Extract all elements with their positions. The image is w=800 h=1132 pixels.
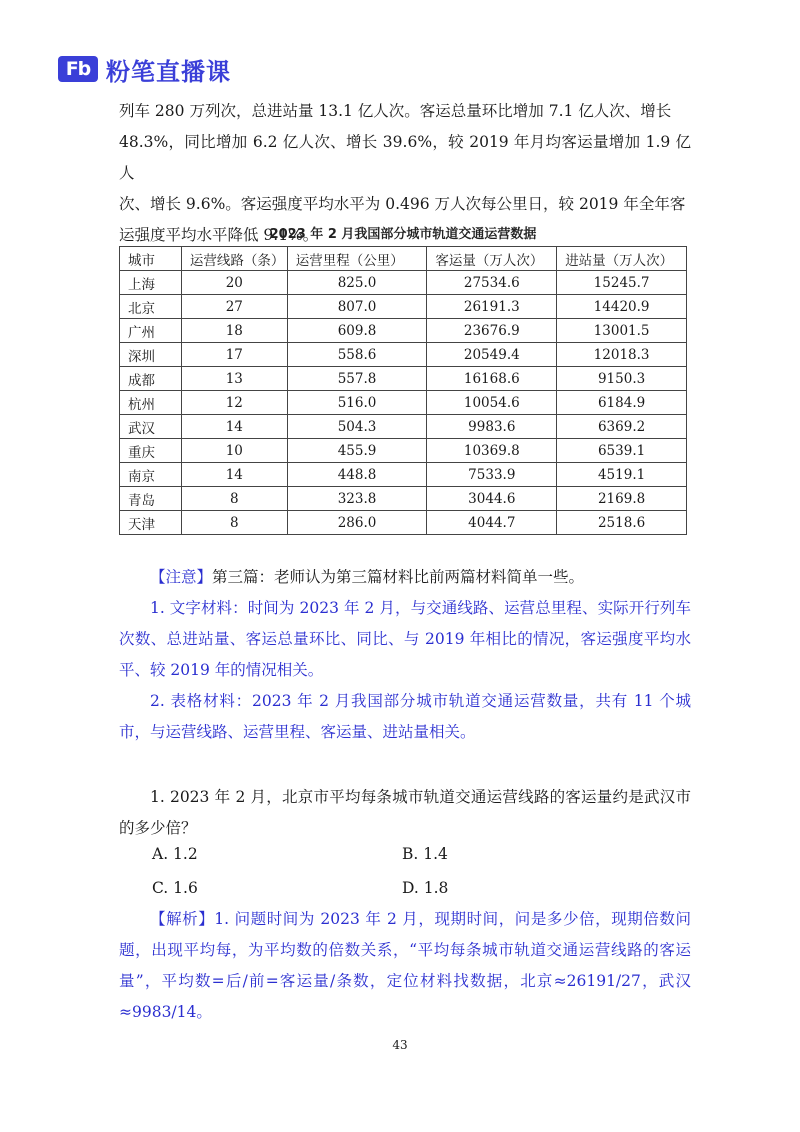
question-text: 1. 2023 年 2 月，北京市平均每条城市轨道交通运营线路的客运量约是武汉市的多少倍？: [119, 788, 691, 837]
value-cell: 10: [181, 439, 287, 463]
value-cell: 18: [181, 319, 287, 343]
question-section: [119, 782, 691, 844]
analysis-section: [119, 904, 691, 1028]
text-line: 列车 280 万列次，总进站量 13.1 亿人次。客运总量环比增加 7.1 亿人次、增长: [119, 102, 672, 120]
data-table-section: [119, 224, 687, 535]
logo-text: 粉笔直播课: [106, 57, 231, 86]
table-row: [120, 487, 687, 511]
value-cell: 8: [181, 511, 287, 535]
table-row: [120, 415, 687, 439]
value-cell: 2518.6: [557, 511, 687, 535]
city-cell: 上海: [120, 271, 182, 295]
value-cell: 6539.1: [557, 439, 687, 463]
city-cell: 重庆: [120, 439, 182, 463]
value-cell: 16168.6: [427, 367, 557, 391]
header-cell: 运营线路（条）: [181, 247, 287, 271]
table-header-row: [120, 247, 687, 271]
city-cell: 青岛: [120, 487, 182, 511]
note-section: [119, 562, 691, 748]
value-cell: 6184.9: [557, 391, 687, 415]
text-line: 次、增长 9.6%。客运强度平均水平为 0.496 万人次每公里日，较 2019 年全年客: [119, 195, 686, 213]
city-cell: 广州: [120, 319, 182, 343]
table-row: [120, 295, 687, 319]
value-cell: 13: [181, 367, 287, 391]
value-cell: 12018.3: [557, 343, 687, 367]
value-cell: 557.8: [287, 367, 427, 391]
header-cell: 运营里程（公里）: [287, 247, 427, 271]
city-cell: 北京: [120, 295, 182, 319]
value-cell: 17: [181, 343, 287, 367]
value-cell: 9150.3: [557, 367, 687, 391]
table-row: [120, 343, 687, 367]
value-cell: 10054.6: [427, 391, 557, 415]
table-row: [120, 271, 687, 295]
text-line: 运强度平均水平降低 9.1%。: [119, 226, 319, 244]
value-cell: 13001.5: [557, 319, 687, 343]
header-cell: 客运量（万人次）: [427, 247, 557, 271]
analysis-text: 1. 问题时间为 2023 年 2 月，现期时间，问是多少倍，现期倍数问题，出现平均每，为平均数的倍数关系，“平均每条城市轨道交通运营线路的客运量”，平均数=后/前=客运量/条数，定位材料找数据，北京≈26191/27，武汉≈9983/14。: [119, 910, 691, 1021]
value-cell: 23676.9: [427, 319, 557, 343]
city-cell: 武汉: [120, 415, 182, 439]
value-cell: 4044.7: [427, 511, 557, 535]
note-text: 第三篇：老师认为第三篇材料比前两篇材料简单一些。: [212, 568, 585, 586]
value-cell: 2169.8: [557, 487, 687, 511]
text-line: 48.3%，同比增加 6.2 亿人次、增长 39.6%，较 2019 年月均客运量增加 1.9 亿人: [119, 133, 691, 182]
value-cell: 10369.8: [427, 439, 557, 463]
header-logo: [58, 52, 231, 86]
city-cell: 杭州: [120, 391, 182, 415]
table-row: [120, 367, 687, 391]
option-c[interactable]: C. 1.6: [152, 879, 198, 897]
table-title: 2023 年 2 月我国部分城市轨道交通运营数据: [269, 227, 537, 242]
value-cell: 455.9: [287, 439, 427, 463]
value-cell: 3044.6: [427, 487, 557, 511]
value-cell: 26191.3: [427, 295, 557, 319]
option-d[interactable]: D. 1.8: [402, 879, 449, 897]
value-cell: 27: [181, 295, 287, 319]
value-cell: 448.8: [287, 463, 427, 487]
value-cell: 825.0: [287, 271, 427, 295]
value-cell: 12: [181, 391, 287, 415]
header-cell: 进站量（万人次）: [557, 247, 687, 271]
value-cell: 14: [181, 415, 287, 439]
value-cell: 609.8: [287, 319, 427, 343]
city-cell: 成都: [120, 367, 182, 391]
page-number: 43: [392, 1038, 408, 1052]
value-cell: 8: [181, 487, 287, 511]
data-table: [119, 246, 687, 535]
logo-mark: Fb: [58, 56, 98, 82]
value-cell: 7533.9: [427, 463, 557, 487]
value-cell: 14420.9: [557, 295, 687, 319]
value-cell: 6369.2: [557, 415, 687, 439]
note-item-1: 1. 文字材料：时间为 2023 年 2 月，与交通线路、运营总里程、实际开行列车次数、总进站量、客运总量环比、同比、与 2019 年相比的情况，客运强度平均水平、较 2019 年的情况相关。: [119, 599, 691, 679]
city-cell: 南京: [120, 463, 182, 487]
value-cell: 4519.1: [557, 463, 687, 487]
value-cell: 27534.6: [427, 271, 557, 295]
value-cell: 323.8: [287, 487, 427, 511]
value-cell: 504.3: [287, 415, 427, 439]
value-cell: 9983.6: [427, 415, 557, 439]
table-row: [120, 319, 687, 343]
value-cell: 558.6: [287, 343, 427, 367]
value-cell: 516.0: [287, 391, 427, 415]
table-row: [120, 463, 687, 487]
analysis-tag: 【解析】: [150, 910, 215, 928]
value-cell: 15245.7: [557, 271, 687, 295]
option-b[interactable]: B. 1.4: [402, 845, 448, 863]
header-cell: 城市: [120, 247, 182, 271]
value-cell: 20549.4: [427, 343, 557, 367]
note-item-2: 2. 表格材料：2023 年 2 月我国部分城市轨道交通运营数量，共有 11 个城市，与运营线路、运营里程、客运量、进站量相关。: [119, 692, 691, 741]
value-cell: 807.0: [287, 295, 427, 319]
option-a[interactable]: A. 1.2: [152, 845, 198, 863]
city-cell: 天津: [120, 511, 182, 535]
value-cell: 14: [181, 463, 287, 487]
value-cell: 20: [181, 271, 287, 295]
table-row: [120, 391, 687, 415]
note-tag: 【注意】: [150, 568, 213, 586]
city-cell: 深圳: [120, 343, 182, 367]
value-cell: 286.0: [287, 511, 427, 535]
table-row: [120, 439, 687, 463]
table-row: [120, 511, 687, 535]
